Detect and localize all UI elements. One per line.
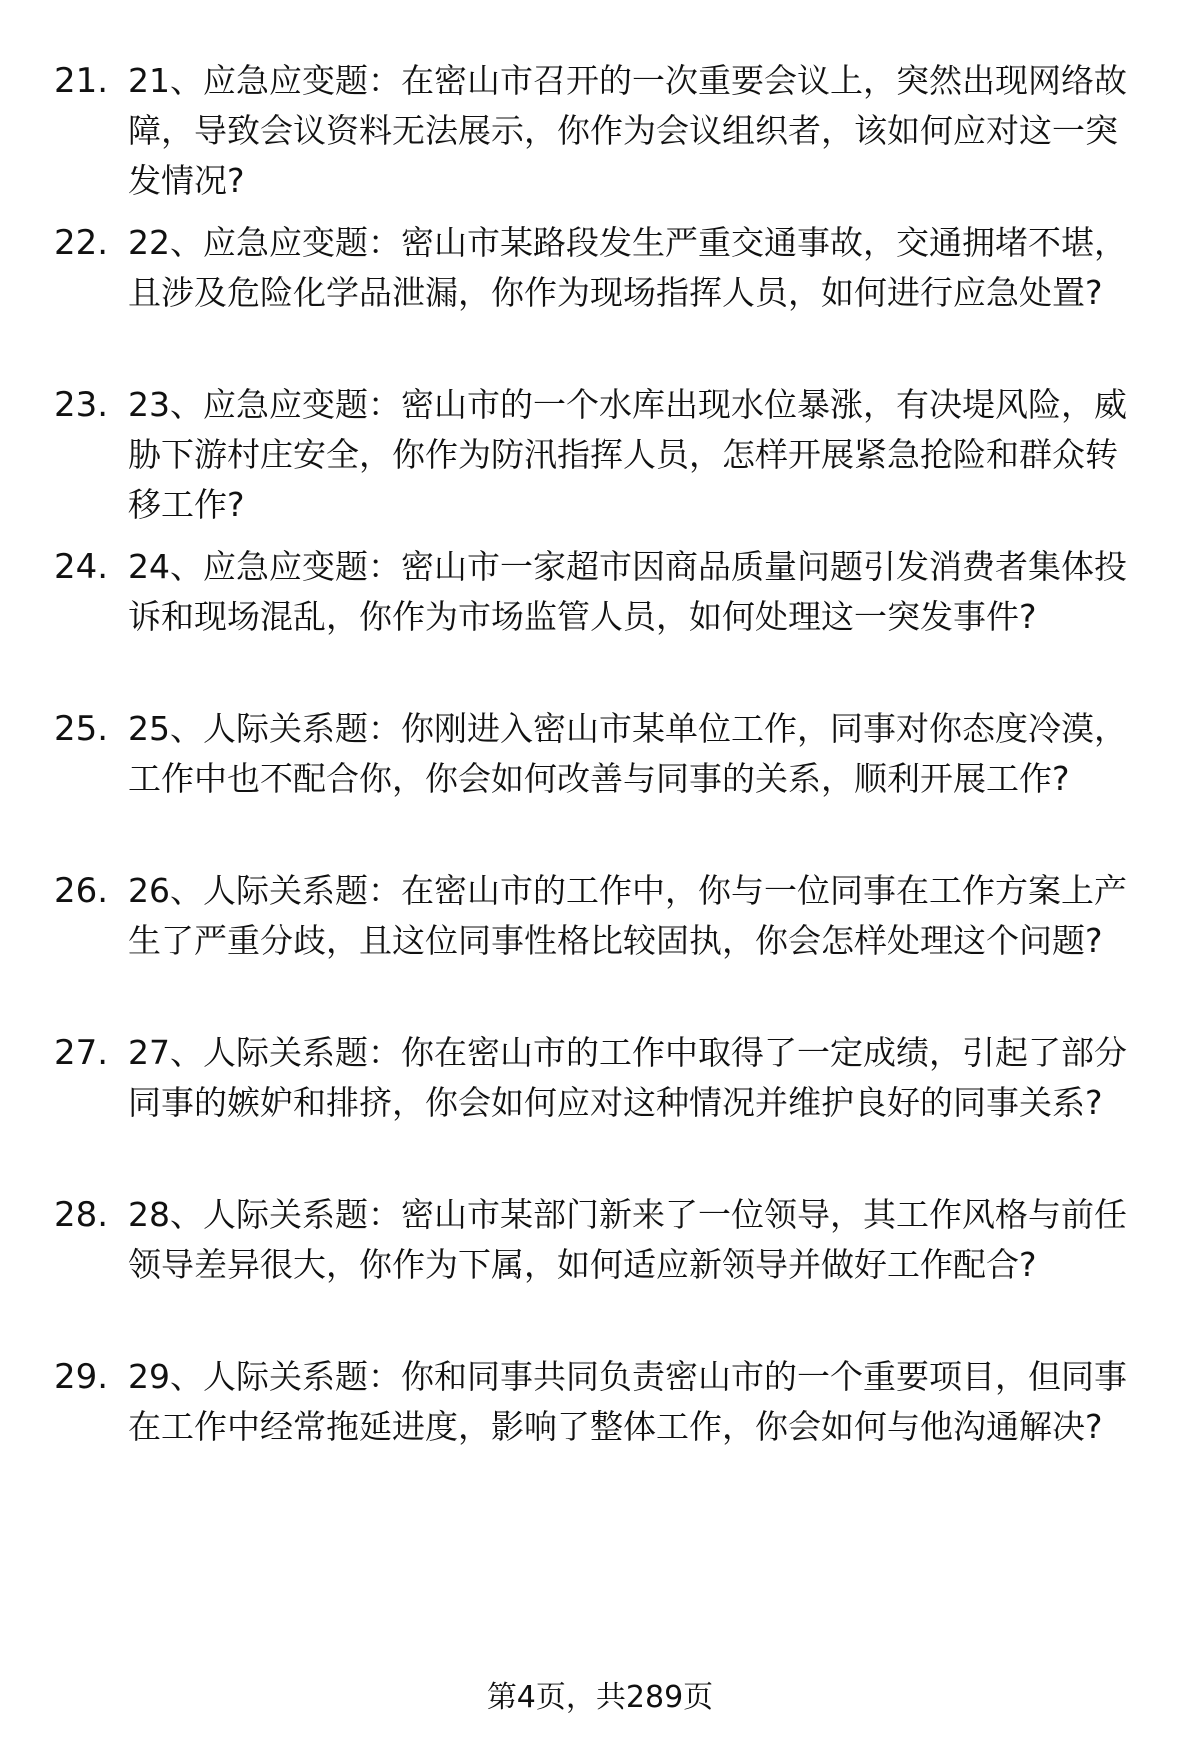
list-item xyxy=(0,56,1200,218)
item-text: 27、人际关系题：你在密山市的工作中取得了一定成绩，引起了部分同事的嫉妒和排挤，你会如何应对这种情况并维护良好的同事关系? xyxy=(128,1033,1127,1122)
question-list xyxy=(0,56,1200,1514)
item-number: 22. xyxy=(54,223,109,263)
item-text: 24、应急应变题：密山市一家超市因商品质量问题引发消费者集体投诉和现场混乱，你作为市场监管人员，如何处理这一突发事件? xyxy=(128,547,1127,636)
item-number: 29. xyxy=(54,1357,109,1397)
item-number: 27. xyxy=(54,1033,109,1073)
item-text: 23、应急应变题：密山市的一个水库出现水位暴涨，有决堤风险，威胁下游村庄安全，你作为防汛指挥人员，怎样开展紧急抢险和群众转移工作? xyxy=(128,385,1127,524)
list-item xyxy=(0,866,1200,1028)
list-item xyxy=(0,542,1200,704)
list-item xyxy=(0,704,1200,866)
list-item xyxy=(0,1352,1200,1514)
list-item xyxy=(0,1190,1200,1352)
list-item xyxy=(0,218,1200,380)
item-number: 24. xyxy=(54,547,109,587)
item-number: 21. xyxy=(54,61,109,101)
item-number: 23. xyxy=(54,385,109,425)
item-number: 28. xyxy=(54,1195,109,1235)
item-text: 22、应急应变题：密山市某路段发生严重交通事故，交通拥堵不堪，且涉及危险化学品泄漏，你作为现场指挥人员，如何进行应急处置? xyxy=(128,223,1127,312)
list-item xyxy=(0,380,1200,542)
item-text: 29、人际关系题：你和同事共同负责密山市的一个重要项目，但同事在工作中经常拖延进度，影响了整体工作，你会如何与他沟通解决? xyxy=(128,1357,1127,1446)
item-number: 25. xyxy=(54,709,109,749)
item-text: 21、应急应变题：在密山市召开的一次重要会议上，突然出现网络故障，导致会议资料无法展示，你作为会议组织者，该如何应对这一突发情况? xyxy=(128,61,1127,200)
list-item xyxy=(0,1028,1200,1190)
item-number: 26. xyxy=(54,871,109,911)
item-text: 26、人际关系题：在密山市的工作中，你与一位同事在工作方案上产生了严重分歧，且这位同事性格比较固执，你会怎样处理这个问题? xyxy=(128,871,1127,960)
item-text: 25、人际关系题：你刚进入密山市某单位工作，同事对你态度冷漠，工作中也不配合你，你会如何改善与同事的关系，顺利开展工作? xyxy=(128,709,1127,798)
page-footer: 第4页，共289页 xyxy=(486,1680,714,1715)
item-text: 28、人际关系题：密山市某部门新来了一位领导，其工作风格与前任领导差异很大，你作为下属，如何适应新领导并做好工作配合? xyxy=(128,1195,1127,1284)
